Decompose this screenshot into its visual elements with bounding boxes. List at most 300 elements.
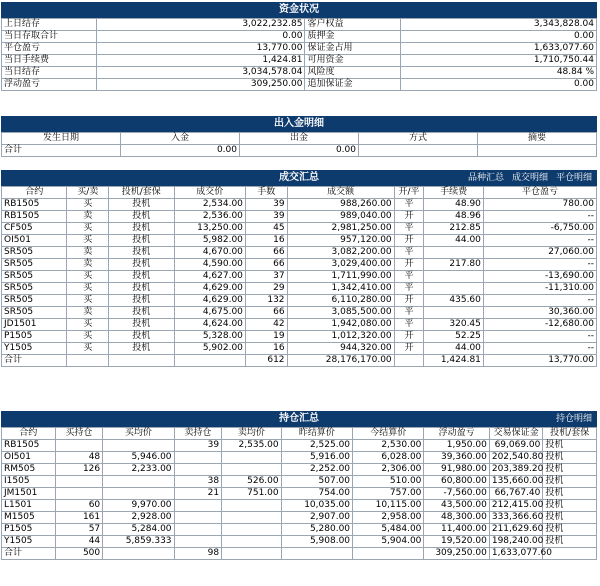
table-row xyxy=(2,452,597,464)
column-header: 卖持仓 xyxy=(174,428,222,440)
total-cell: 1,633,077.60 xyxy=(489,548,543,560)
table-cell: 44 xyxy=(55,536,103,548)
funds-row xyxy=(2,55,597,67)
column-header: 摘要 xyxy=(478,133,597,145)
table-cell: 60 xyxy=(55,500,103,512)
column-header: 发生日期 xyxy=(2,133,121,145)
positions-table xyxy=(1,427,597,560)
table-cell xyxy=(222,512,282,524)
table-cell: 投机 xyxy=(109,271,174,283)
funds-row xyxy=(2,31,597,43)
table-cell: 买 xyxy=(67,343,109,355)
table-cell: 212.85 xyxy=(424,223,484,235)
link-trade-detail[interactable]: 成交明细 xyxy=(511,173,548,183)
table-cell xyxy=(103,476,174,488)
table-cell: 投机 xyxy=(109,295,174,307)
table-cell: 平 xyxy=(394,223,424,235)
table-cell: 2,233.00 xyxy=(103,464,174,476)
link-close-detail[interactable]: 平仓明细 xyxy=(555,173,592,183)
table-cell: 4,590.00 xyxy=(174,259,245,271)
table-cell: 217.80 xyxy=(424,259,484,271)
table-cell: 投机 xyxy=(109,331,174,343)
table-cell xyxy=(222,452,282,464)
column-header: 买均价 xyxy=(103,428,174,440)
cashflow-total-row xyxy=(2,145,597,157)
table-cell: -7,560.00 xyxy=(424,488,489,500)
table-cell: 66,767.40 xyxy=(489,488,543,500)
table-cell: 91,980.00 xyxy=(424,464,489,476)
table-cell: 135,660.00 xyxy=(489,476,543,488)
table-cell: 卖 xyxy=(67,211,109,223)
table-cell: P1505 xyxy=(2,524,56,536)
table-cell xyxy=(103,488,174,500)
table-cell: 2,958.00 xyxy=(353,512,424,524)
table-row xyxy=(2,331,597,343)
cashflow-header-row xyxy=(2,133,597,145)
trades-links xyxy=(460,171,592,185)
table-cell xyxy=(424,271,484,283)
table-cell: 开 xyxy=(394,235,424,247)
table-cell xyxy=(174,512,222,524)
funds-table xyxy=(1,18,597,91)
table-cell: 2,928.00 xyxy=(103,512,174,524)
funds-label: 客户权益 xyxy=(305,19,400,31)
funds-value: 1,424.81 xyxy=(97,55,305,67)
table-cell: 买 xyxy=(67,199,109,211)
total-cell xyxy=(281,548,352,560)
table-cell: 66 xyxy=(245,259,287,271)
table-cell: 开 xyxy=(394,331,424,343)
table-cell: 2,252.00 xyxy=(281,464,352,476)
total-cell: 309,250.00 xyxy=(424,548,489,560)
table-cell: 开 xyxy=(394,259,424,271)
funds-label: 浮动盈亏 xyxy=(2,79,97,91)
cashflow-table xyxy=(1,132,597,157)
table-cell: 48,300.00 xyxy=(424,512,489,524)
table-cell: 开 xyxy=(394,343,424,355)
column-header: 平仓盈亏 xyxy=(483,187,596,199)
funds-title: 资金状况 xyxy=(1,2,597,18)
trades-total-row xyxy=(2,355,597,367)
table-cell: 6,110,280.00 xyxy=(287,295,394,307)
table-cell: SR505 xyxy=(2,283,67,295)
table-cell: 投机 xyxy=(543,524,597,536)
table-cell: 投机 xyxy=(543,536,597,548)
table-cell: JD1501 xyxy=(2,319,67,331)
funds-label: 平仓盈亏 xyxy=(2,43,97,55)
table-cell: 754.00 xyxy=(281,488,352,500)
table-cell: -- xyxy=(483,295,596,307)
column-header: 买持仓 xyxy=(55,428,103,440)
table-cell xyxy=(174,524,222,536)
table-cell: 126 xyxy=(55,464,103,476)
cashflow-section xyxy=(1,116,597,157)
table-cell: -13,690.00 xyxy=(483,271,596,283)
table-cell: -- xyxy=(483,211,596,223)
table-cell xyxy=(55,440,103,452)
table-cell: 3,082,200.00 xyxy=(287,247,394,259)
total-cell xyxy=(359,145,478,157)
cashflow-title: 出入金明细 xyxy=(1,116,597,132)
funds-value: 0.00 xyxy=(97,31,305,43)
funds-label: 追加保证金 xyxy=(305,79,400,91)
funds-value: 309,250.00 xyxy=(97,79,305,91)
table-cell: -- xyxy=(483,343,596,355)
table-cell: SR505 xyxy=(2,271,67,283)
funds-label: 当日存取合计 xyxy=(2,31,97,43)
table-row xyxy=(2,476,597,488)
table-cell: L1501 xyxy=(2,500,56,512)
funds-value: 1,710,750.44 xyxy=(400,55,596,67)
table-cell: 买 xyxy=(67,271,109,283)
total-cell xyxy=(394,355,424,367)
table-cell: 2,907.00 xyxy=(281,512,352,524)
table-cell: 投机 xyxy=(109,211,174,223)
total-cell xyxy=(109,355,174,367)
funds-row xyxy=(2,19,597,31)
table-cell: 944,320.00 xyxy=(287,343,394,355)
table-cell: 开 xyxy=(394,295,424,307)
table-cell: 2,981,250.00 xyxy=(287,223,394,235)
table-row xyxy=(2,536,597,548)
table-cell: RB1505 xyxy=(2,211,67,223)
table-cell: -- xyxy=(483,235,596,247)
table-cell: 平 xyxy=(394,283,424,295)
table-cell: 16 xyxy=(245,343,287,355)
funds-value: 13,770.00 xyxy=(97,43,305,55)
table-cell: 2,535.00 xyxy=(222,440,282,452)
total-cell xyxy=(67,355,109,367)
table-cell: 投机 xyxy=(109,307,174,319)
table-cell xyxy=(55,476,103,488)
column-header: 手数 xyxy=(245,187,287,199)
table-cell: 39 xyxy=(245,199,287,211)
table-cell: 202,540.80 xyxy=(489,452,543,464)
table-row xyxy=(2,500,597,512)
table-cell: 757.00 xyxy=(353,488,424,500)
total-cell xyxy=(222,548,282,560)
table-cell xyxy=(55,488,103,500)
table-cell: 投机 xyxy=(543,476,597,488)
table-cell: 1,711,990.00 xyxy=(287,271,394,283)
table-cell: 19 xyxy=(245,331,287,343)
table-cell: 10,115.00 xyxy=(353,500,424,512)
table-cell: RB1505 xyxy=(2,440,56,452)
table-cell: 132 xyxy=(245,295,287,307)
table-cell: -- xyxy=(483,259,596,271)
funds-value: 1,633,077.60 xyxy=(400,43,596,55)
table-cell: 5,904.00 xyxy=(353,536,424,548)
column-header: 成交价 xyxy=(174,187,245,199)
table-cell: 37 xyxy=(245,271,287,283)
link-position-detail[interactable]: 持仓明细 xyxy=(555,414,592,424)
table-cell: 48.96 xyxy=(424,211,484,223)
table-row xyxy=(2,259,597,271)
table-cell: 2,306.00 xyxy=(353,464,424,476)
column-header: 买/卖 xyxy=(67,187,109,199)
column-header: 投机/套保 xyxy=(109,187,174,199)
table-cell: RB1505 xyxy=(2,199,67,211)
column-header: 开/平 xyxy=(394,187,424,199)
table-cell: SR505 xyxy=(2,295,67,307)
column-header: 交易保证金 xyxy=(489,428,543,440)
table-cell: 买 xyxy=(67,235,109,247)
table-cell: 5,908.00 xyxy=(281,536,352,548)
table-cell: 投机 xyxy=(543,464,597,476)
table-cell: 4,627.00 xyxy=(174,271,245,283)
total-cell: 13,770.00 xyxy=(483,355,596,367)
table-cell: SR505 xyxy=(2,307,67,319)
table-cell: 投机 xyxy=(543,452,597,464)
table-cell: 161 xyxy=(55,512,103,524)
table-cell: 买 xyxy=(67,283,109,295)
table-cell: 5,946.00 xyxy=(103,452,174,464)
funds-value: 48.84 % xyxy=(400,67,596,79)
positions-total-row xyxy=(2,548,597,560)
table-cell: 780.00 xyxy=(483,199,596,211)
column-header: 入金 xyxy=(121,133,240,145)
table-cell xyxy=(222,524,282,536)
table-cell: -6,750.00 xyxy=(483,223,596,235)
table-cell: 5,982.00 xyxy=(174,235,245,247)
total-cell: 0.00 xyxy=(121,145,240,157)
positions-header-row xyxy=(2,428,597,440)
table-cell xyxy=(424,307,484,319)
table-cell: 5,859.333 xyxy=(103,536,174,548)
table-cell: 57 xyxy=(55,524,103,536)
table-cell: 买 xyxy=(67,331,109,343)
funds-label: 当日结存 xyxy=(2,67,97,79)
table-cell: 320.45 xyxy=(424,319,484,331)
trades-header xyxy=(1,170,597,186)
total-cell: 98 xyxy=(174,548,222,560)
table-cell: 21 xyxy=(174,488,222,500)
funds-value: 3,022,232.85 xyxy=(97,19,305,31)
table-cell: 39 xyxy=(174,440,222,452)
table-cell: 526.00 xyxy=(222,476,282,488)
table-cell: 平 xyxy=(394,319,424,331)
positions-header xyxy=(1,411,597,427)
table-cell: 2,530.00 xyxy=(353,440,424,452)
table-cell: 19,520.00 xyxy=(424,536,489,548)
table-row xyxy=(2,464,597,476)
table-cell: 39,360.00 xyxy=(424,452,489,464)
table-cell: 44.00 xyxy=(424,343,484,355)
table-row xyxy=(2,319,597,331)
table-cell xyxy=(222,500,282,512)
table-cell: 卖 xyxy=(67,247,109,259)
table-cell: 29 xyxy=(245,283,287,295)
table-cell: 11,400.00 xyxy=(424,524,489,536)
table-cell: 4,675.00 xyxy=(174,307,245,319)
table-cell: 507.00 xyxy=(281,476,352,488)
table-cell: 4,629.00 xyxy=(174,295,245,307)
table-row xyxy=(2,199,597,211)
table-cell: 45 xyxy=(245,223,287,235)
table-cell: 投机 xyxy=(109,283,174,295)
table-cell: 60,800.00 xyxy=(424,476,489,488)
positions-title: 持仓汇总 xyxy=(279,413,319,424)
table-cell: 39 xyxy=(245,211,287,223)
funds-value: 0.00 xyxy=(400,79,596,91)
table-cell: OI501 xyxy=(2,452,56,464)
funds-section xyxy=(1,2,597,91)
table-cell: 4,670.00 xyxy=(174,247,245,259)
table-cell xyxy=(174,536,222,548)
table-cell: 投机 xyxy=(543,440,597,452)
table-cell: I1505 xyxy=(2,476,56,488)
table-cell xyxy=(174,464,222,476)
table-cell: RM505 xyxy=(2,464,56,476)
table-cell: 69,069.00 xyxy=(489,440,543,452)
positions-links xyxy=(548,412,592,426)
column-header: 投机/套保 xyxy=(543,428,597,440)
total-cell: 0.00 xyxy=(240,145,359,157)
table-cell: 48 xyxy=(55,452,103,464)
table-row xyxy=(2,211,597,223)
table-cell xyxy=(222,464,282,476)
link-product-summary[interactable]: 品种汇总 xyxy=(467,173,504,183)
total-cell: 1,424.81 xyxy=(424,355,484,367)
table-row xyxy=(2,307,597,319)
column-header: 昨结算价 xyxy=(281,428,352,440)
table-cell: OI501 xyxy=(2,235,67,247)
table-cell: 投机 xyxy=(109,223,174,235)
table-row xyxy=(2,283,597,295)
table-cell: 6,028.00 xyxy=(353,452,424,464)
total-cell: 合计 xyxy=(2,548,56,560)
table-cell: Y1505 xyxy=(2,536,56,548)
funds-row xyxy=(2,79,597,91)
trades-title: 成交汇总 xyxy=(279,172,319,183)
table-cell: 435.60 xyxy=(424,295,484,307)
table-cell: 38 xyxy=(174,476,222,488)
table-row xyxy=(2,235,597,247)
table-cell: 平 xyxy=(394,247,424,259)
table-row xyxy=(2,295,597,307)
table-row xyxy=(2,488,597,500)
funds-value: 3,034,578.04 xyxy=(97,67,305,79)
table-cell xyxy=(424,283,484,295)
table-cell: 5,280.00 xyxy=(281,524,352,536)
total-cell xyxy=(478,145,597,157)
table-cell: 投机 xyxy=(543,500,597,512)
table-cell: 13,250.00 xyxy=(174,223,245,235)
positions-section xyxy=(1,411,597,560)
column-header: 合约 xyxy=(2,428,56,440)
table-cell: 2,534.00 xyxy=(174,199,245,211)
table-cell: 1,342,410.00 xyxy=(287,283,394,295)
table-cell: 投机 xyxy=(109,343,174,355)
table-cell: 198,240.00 xyxy=(489,536,543,548)
table-cell: 48.90 xyxy=(424,199,484,211)
trades-table xyxy=(1,186,597,367)
table-cell: 5,484.00 xyxy=(353,524,424,536)
table-row xyxy=(2,512,597,524)
funds-row xyxy=(2,67,597,79)
table-cell: 751.00 xyxy=(222,488,282,500)
column-header: 浮动盈亏 xyxy=(424,428,489,440)
table-cell: 510.00 xyxy=(353,476,424,488)
table-row xyxy=(2,223,597,235)
column-header: 手续费 xyxy=(424,187,484,199)
column-header: 卖均价 xyxy=(222,428,282,440)
total-cell: 612 xyxy=(245,355,287,367)
table-cell: 988,260.00 xyxy=(287,199,394,211)
table-cell: 买 xyxy=(67,295,109,307)
trades-header-row xyxy=(2,187,597,199)
table-cell: 4,629.00 xyxy=(174,283,245,295)
table-cell: 平 xyxy=(394,271,424,283)
table-cell: 3,029,400.00 xyxy=(287,259,394,271)
table-row xyxy=(2,343,597,355)
table-cell: 5,916.00 xyxy=(281,452,352,464)
table-cell: 平 xyxy=(394,307,424,319)
table-cell: 投机 xyxy=(109,199,174,211)
funds-label: 可用资金 xyxy=(305,55,400,67)
funds-label: 当日手续费 xyxy=(2,55,97,67)
table-cell: 1,942,080.00 xyxy=(287,319,394,331)
funds-row xyxy=(2,43,597,55)
column-header: 方式 xyxy=(359,133,478,145)
table-cell: M1505 xyxy=(2,512,56,524)
column-header: 合约 xyxy=(2,187,67,199)
table-cell: 212,415.00 xyxy=(489,500,543,512)
table-cell: 5,902.00 xyxy=(174,343,245,355)
table-cell xyxy=(424,247,484,259)
total-cell: 合计 xyxy=(2,145,121,157)
table-cell: CF505 xyxy=(2,223,67,235)
table-cell: 买 xyxy=(67,223,109,235)
total-cell xyxy=(353,548,424,560)
table-cell: 27,060.00 xyxy=(483,247,596,259)
table-row xyxy=(2,440,597,452)
table-cell: 投机 xyxy=(109,259,174,271)
table-cell xyxy=(222,536,282,548)
total-cell: 500 xyxy=(55,548,103,560)
table-cell: 52.25 xyxy=(424,331,484,343)
table-cell: 16 xyxy=(245,235,287,247)
total-cell xyxy=(103,548,174,560)
funds-label: 质押金 xyxy=(305,31,400,43)
table-cell: 9,970.00 xyxy=(103,500,174,512)
table-cell: P1505 xyxy=(2,331,67,343)
table-row xyxy=(2,524,597,536)
table-cell: 44.00 xyxy=(424,235,484,247)
total-cell: 28,176,170.00 xyxy=(287,355,394,367)
table-cell: 2,536.00 xyxy=(174,211,245,223)
table-cell: 203,389.20 xyxy=(489,464,543,476)
table-cell: 投机 xyxy=(543,512,597,524)
table-row xyxy=(2,271,597,283)
table-cell: 投机 xyxy=(109,247,174,259)
table-cell: 买 xyxy=(67,319,109,331)
table-cell: 1,012,320.00 xyxy=(287,331,394,343)
table-cell: 989,040.00 xyxy=(287,211,394,223)
table-cell: 211,629.60 xyxy=(489,524,543,536)
table-cell: 3,085,500.00 xyxy=(287,307,394,319)
table-cell: 957,120.00 xyxy=(287,235,394,247)
table-cell: 333,366.60 xyxy=(489,512,543,524)
table-cell: -11,310.00 xyxy=(483,283,596,295)
table-cell: 43,500.00 xyxy=(424,500,489,512)
table-cell: 1,950.00 xyxy=(424,440,489,452)
total-cell: 合计 xyxy=(2,355,67,367)
trades-section xyxy=(1,170,597,367)
table-cell: 5,328.00 xyxy=(174,331,245,343)
funds-label: 上日结存 xyxy=(2,19,97,31)
column-header: 出金 xyxy=(240,133,359,145)
